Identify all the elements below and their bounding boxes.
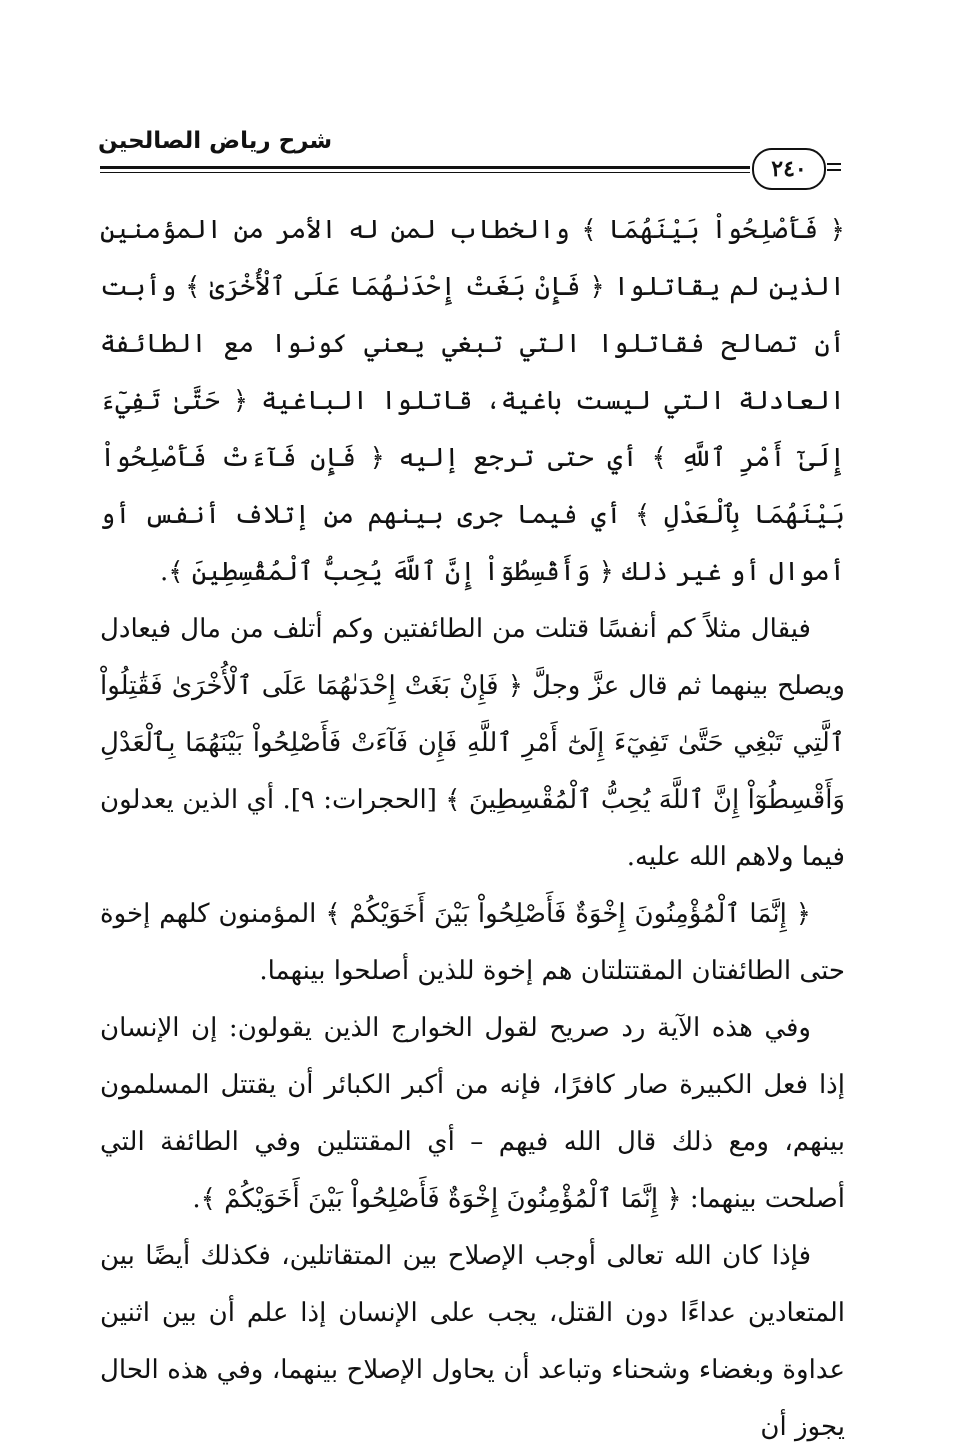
page-body: [100, 202, 845, 1456]
paragraph-3: ﴿ إِنَّمَا ٱلْمُؤْمِنُونَ إِخْوَةٌ فَأَصْلِحُواْ بَيْنَ أَخَوَيْكُمْ ﴾ المؤمنون كلهم إخوة حتى الطائفتان المقتتلتان هم إخوة للذين أصلحوا بينهما.: [100, 899, 845, 986]
paragraph-4: وفي هذه الآية رد صريح لقول الخوارج الذين يقولون: إن الإنسان إذا فعل الكبيرة صار كافرًا، فإنه من أكبر الكبائر أن يقتتل المسلمون بينهم، ومع ذلك قال الله فيهم – أي المقتتلين وفي الطائفة التي أصلحت بينهما: ﴿ إِنَّمَا ٱلْمُؤْمِنُونَ إِخْوَةٌ فَأَصْلِحُواْ بَيْنَ أَخَوَيْكُمْ ﴾.: [100, 1013, 845, 1214]
paragraph-2: فيقال مثلاً كم أنفسًا قتلت من الطائفتين وكم أتلف من مال فيعادل ويصلح بينهما ثم قال عزَّ وجلَّ ﴿ فَإِنْ بَغَتْ إِحْدَىٰهُمَا عَلَى ٱلْأُخْرَىٰ فَقَٰتِلُواْ ٱلَّتِي تَبْغِي حَتَّىٰ تَفِيٓءَ إِلَىٰٓ أَمْرِ ٱللَّهِ فَإِن فَآءَتْ فَأَصْلِحُواْ بَيْنَهُمَا بِٱلْعَدْلِ وَأَقْسِطُوٓاْ إِنَّ ٱللَّهَ يُحِبُّ ٱلْمُقْسِطِينَ ﴾ [الحجرات: ٩]. أي الذين يعدلون فيما ولاهم الله عليه.: [100, 614, 845, 872]
page-number-ornament: [827, 163, 841, 171]
book-title: شرح رياض الصالحين: [98, 128, 333, 154]
page-number: ٢٤٠: [752, 148, 826, 190]
paragraph-1: ﴿ فَأَصْلِحُواْ بَيْنَهُمَا ﴾ والخطاب لمن له الأمر من المؤمنين الذين لم يقاتلوا ﴿ فَإِنْ بَغَتْ إِحْدَىٰهُمَا عَلَى ٱلْأُخْرَىٰ ﴾ وأبت أن تصالح فقاتلوا التي تبغي يعني كونوا مع الطائفة العادلة التي ليست باغية، قاتلوا الباغية ﴿ حَتَّىٰ تَفِيٓءَ إِلَىٰٓ أَمْرِ ٱللَّهِ ﴾ أي حتى ترجع إليه ﴿ فَإِن فَآءَتْ فَأَصْلِحُواْ بَيْنَهُمَا بِٱلْعَدْلِ ﴾ أي فيما جرى بينهم من إتلاف أنفس أو أموال أو غير ذلك ﴿ وَأَقْسِطُوٓاْ إِنَّ ٱللَّهَ يُحِبُّ ٱلْمُقْسِطِينَ ﴾.: [100, 215, 845, 587]
paragraph-5: فإذا كان الله تعالى أوجب الإصلاح بين المتقاتلين، فكذلك أيضًا بين المتعادين عداءًا دون القتل، يجب على الإنسان إذا علم أن بين اثنين عداوة وبغضاء وشحناء وتباعد أن يحاول الإصلاح بينهما، وفي هذه الحال يجوز أن: [100, 1241, 845, 1442]
header-rule: [100, 166, 750, 173]
